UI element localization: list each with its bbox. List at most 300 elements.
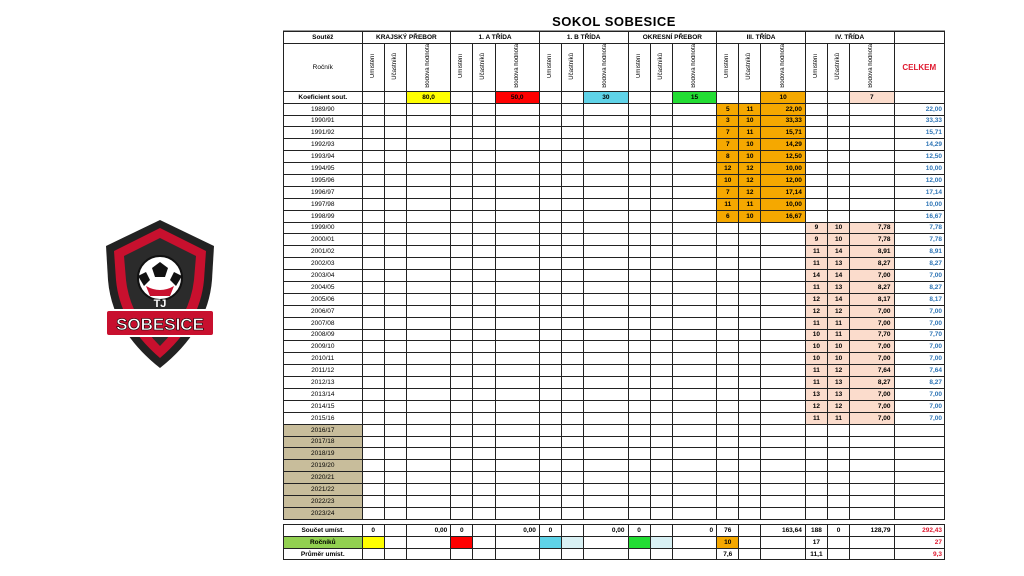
coef-empty xyxy=(650,91,672,103)
empty-cell xyxy=(739,448,761,460)
participants: 11 xyxy=(828,412,850,424)
empty-cell xyxy=(850,448,894,460)
empty-cell xyxy=(384,400,406,412)
empty-cell xyxy=(672,412,716,424)
coef-value: 7 xyxy=(850,91,894,103)
placement: 10 xyxy=(717,174,739,186)
point-value: 8,91 xyxy=(850,246,894,258)
placement: 9 xyxy=(805,222,827,234)
empty-cell xyxy=(362,472,384,484)
season-label: 2010/11 xyxy=(284,353,363,365)
empty-cell xyxy=(672,317,716,329)
empty-cell xyxy=(473,234,495,246)
empty-cell xyxy=(384,281,406,293)
empty-cell xyxy=(562,472,584,484)
empty-cell xyxy=(451,163,473,175)
empty-cell xyxy=(384,472,406,484)
empty-cell xyxy=(672,365,716,377)
empty-cell xyxy=(828,103,850,115)
participants: 13 xyxy=(828,377,850,389)
row-total: 16,67 xyxy=(894,210,945,222)
empty-cell xyxy=(805,198,827,210)
empty-cell xyxy=(739,305,761,317)
empty-cell xyxy=(584,234,628,246)
empty-cell xyxy=(362,496,384,508)
row-total xyxy=(894,436,945,448)
empty-cell xyxy=(406,507,450,519)
row-total: 7,00 xyxy=(894,305,945,317)
point-value: 7,00 xyxy=(850,317,894,329)
empty-cell xyxy=(628,281,650,293)
point-value: 7,78 xyxy=(850,234,894,246)
participants: 10 xyxy=(739,151,761,163)
participants: 12 xyxy=(828,365,850,377)
coef-empty xyxy=(562,91,584,103)
point-value: 7,00 xyxy=(850,270,894,282)
subcol-label: Účastníků xyxy=(391,52,398,80)
point-value: 7,64 xyxy=(850,365,894,377)
empty-cell xyxy=(584,127,628,139)
empty-cell xyxy=(650,163,672,175)
empty-cell xyxy=(406,424,450,436)
seasons-count-label: Ročníků xyxy=(284,536,363,548)
seasons-count xyxy=(362,536,384,548)
empty-cell xyxy=(473,305,495,317)
empty-cell xyxy=(473,174,495,186)
empty-cell xyxy=(584,388,628,400)
empty-cell xyxy=(761,293,805,305)
empty-cell xyxy=(805,186,827,198)
empty-cell xyxy=(562,365,584,377)
subcol-header xyxy=(828,44,850,92)
sum-row xyxy=(284,524,945,536)
empty-cell xyxy=(761,448,805,460)
empty-cell xyxy=(584,317,628,329)
empty-cell xyxy=(672,496,716,508)
empty-cell xyxy=(362,186,384,198)
season-row xyxy=(284,317,945,329)
season-row xyxy=(284,151,945,163)
empty-cell xyxy=(650,448,672,460)
point-value: 7,70 xyxy=(850,329,894,341)
empty-cell xyxy=(495,103,539,115)
season-row xyxy=(284,222,945,234)
empty-cell xyxy=(451,507,473,519)
empty-cell xyxy=(384,293,406,305)
empty-cell xyxy=(473,412,495,424)
empty-cell xyxy=(539,412,561,424)
empty-cell xyxy=(495,460,539,472)
empty-cell xyxy=(850,115,894,127)
empty-cell xyxy=(495,436,539,448)
empty-cell xyxy=(672,186,716,198)
comp-okresni: OKRESNÍ PŘEBOR xyxy=(628,32,717,44)
empty-cell xyxy=(562,270,584,282)
empty-cell xyxy=(495,258,539,270)
empty-cell xyxy=(628,460,650,472)
empty-cell xyxy=(451,151,473,163)
empty-cell xyxy=(495,151,539,163)
empty-cell xyxy=(473,115,495,127)
coef-label: Koeficient sout. xyxy=(284,91,363,103)
subcol-header xyxy=(672,44,716,92)
empty-cell xyxy=(584,281,628,293)
season-label: 2016/17 xyxy=(284,424,363,436)
subcol-label: Umístění xyxy=(635,53,642,78)
empty-cell xyxy=(539,258,561,270)
season-label: 2023/24 xyxy=(284,507,363,519)
empty-cell xyxy=(672,198,716,210)
empty-cell xyxy=(584,472,628,484)
season-label: 2009/10 xyxy=(284,341,363,353)
empty-cell xyxy=(384,353,406,365)
empty-cell xyxy=(628,341,650,353)
average-total: 9,3 xyxy=(894,548,945,560)
subcolumn-header-row xyxy=(284,44,945,92)
sum-placement: 0 xyxy=(362,524,384,536)
season-label: 2005/06 xyxy=(284,293,363,305)
empty-cell xyxy=(672,377,716,389)
empty-cell xyxy=(473,270,495,282)
empty-cell xyxy=(451,234,473,246)
empty-cell xyxy=(362,115,384,127)
empty-cell xyxy=(628,163,650,175)
empty-cell xyxy=(406,388,450,400)
empty-cell xyxy=(473,448,495,460)
empty-cell xyxy=(362,163,384,175)
empty-cell xyxy=(761,460,805,472)
placement: 10 xyxy=(805,353,827,365)
empty-cell xyxy=(828,139,850,151)
empty-cell xyxy=(406,103,450,115)
empty-cell xyxy=(562,198,584,210)
seasons-count: 17 xyxy=(805,536,827,548)
empty-cell xyxy=(562,281,584,293)
empty-cell xyxy=(539,234,561,246)
empty-cell xyxy=(473,472,495,484)
season-row xyxy=(284,377,945,389)
row-total: 7,00 xyxy=(894,341,945,353)
empty-cell xyxy=(362,317,384,329)
row-total xyxy=(894,424,945,436)
empty-cell xyxy=(805,115,827,127)
participants: 12 xyxy=(828,305,850,317)
empty-cell xyxy=(672,258,716,270)
season-row xyxy=(284,400,945,412)
empty-cell xyxy=(584,115,628,127)
season-row xyxy=(284,258,945,270)
coef-value: 50,0 xyxy=(495,91,539,103)
empty-cell xyxy=(406,222,450,234)
comp-iv: IV. TŘÍDA xyxy=(805,32,894,44)
subcol-header xyxy=(739,44,761,92)
empty-cell xyxy=(539,448,561,460)
empty-cell xyxy=(451,400,473,412)
empty-cell xyxy=(828,151,850,163)
participants: 13 xyxy=(828,258,850,270)
point-value: 8,27 xyxy=(850,281,894,293)
empty-cell xyxy=(384,365,406,377)
row-total: 22,00 xyxy=(894,103,945,115)
row-total: 7,00 xyxy=(894,388,945,400)
empty-cell xyxy=(384,448,406,460)
sheet-title: SOKOL SOBESICE xyxy=(283,14,945,31)
empty-cell xyxy=(562,163,584,175)
empty-cell xyxy=(562,186,584,198)
empty-cell xyxy=(451,377,473,389)
subcol-header xyxy=(650,44,672,92)
row-total xyxy=(894,460,945,472)
empty-cell xyxy=(761,484,805,496)
empty-cell xyxy=(473,186,495,198)
empty-cell xyxy=(828,496,850,508)
empty-cell xyxy=(539,424,561,436)
row-total: 8,27 xyxy=(894,281,945,293)
empty-cell xyxy=(628,507,650,519)
participants: 10 xyxy=(739,210,761,222)
empty-cell xyxy=(473,377,495,389)
placement: 12 xyxy=(717,163,739,175)
sum-participants: 0 xyxy=(828,524,850,536)
empty-cell xyxy=(739,484,761,496)
empty-cell xyxy=(805,472,827,484)
empty-cell xyxy=(362,412,384,424)
participants: 12 xyxy=(739,186,761,198)
participants: 11 xyxy=(828,317,850,329)
empty-cell xyxy=(384,270,406,282)
sum-participants xyxy=(384,524,406,536)
logo-name: SOBESICE xyxy=(116,315,204,334)
empty-cell xyxy=(650,234,672,246)
empty-cell xyxy=(406,365,450,377)
empty-cell xyxy=(473,329,495,341)
empty-cell xyxy=(539,353,561,365)
subcol-label: Umístění xyxy=(812,53,819,78)
point-value: 7,00 xyxy=(850,400,894,412)
empty-cell xyxy=(761,424,805,436)
season-row xyxy=(284,139,945,151)
subcol-label: Bodová hodnota xyxy=(602,44,609,88)
empty-cell xyxy=(650,365,672,377)
empty-cell xyxy=(539,139,561,151)
empty-cell xyxy=(805,151,827,163)
empty-cell xyxy=(739,293,761,305)
row-total: 15,71 xyxy=(894,127,945,139)
empty-cell xyxy=(584,329,628,341)
empty-cell xyxy=(650,424,672,436)
empty-cell xyxy=(672,127,716,139)
empty-cell xyxy=(495,424,539,436)
empty-cell xyxy=(495,353,539,365)
season-label: 2001/02 xyxy=(284,246,363,258)
empty-cell xyxy=(406,329,450,341)
empty-cell xyxy=(628,258,650,270)
empty-cell xyxy=(850,127,894,139)
point-value: 16,67 xyxy=(761,210,805,222)
empty-cell xyxy=(562,293,584,305)
empty-cell xyxy=(451,174,473,186)
empty-cell xyxy=(828,536,850,548)
club-logo xyxy=(100,218,220,370)
empty-cell xyxy=(850,548,894,560)
season-row xyxy=(284,174,945,186)
empty-cell xyxy=(650,507,672,519)
empty-cell xyxy=(384,460,406,472)
empty-cell xyxy=(628,496,650,508)
empty-cell xyxy=(628,186,650,198)
empty-cell xyxy=(650,293,672,305)
empty-cell xyxy=(384,484,406,496)
empty-cell xyxy=(451,472,473,484)
empty-cell xyxy=(850,198,894,210)
empty-cell xyxy=(717,377,739,389)
empty-cell xyxy=(362,448,384,460)
empty-cell xyxy=(539,484,561,496)
empty-cell xyxy=(761,281,805,293)
empty-cell xyxy=(650,329,672,341)
empty-cell xyxy=(362,103,384,115)
empty-cell xyxy=(362,281,384,293)
sum-participants xyxy=(562,524,584,536)
season-label: 2002/03 xyxy=(284,258,363,270)
empty-cell xyxy=(362,353,384,365)
empty-cell xyxy=(584,198,628,210)
sum-participants xyxy=(473,524,495,536)
empty-cell xyxy=(362,174,384,186)
empty-cell xyxy=(650,151,672,163)
empty-cell xyxy=(495,270,539,282)
empty-cell xyxy=(495,174,539,186)
empty-cell xyxy=(562,388,584,400)
empty-cell xyxy=(650,388,672,400)
empty-cell xyxy=(473,436,495,448)
empty-cell xyxy=(584,536,628,548)
empty-cell xyxy=(628,139,650,151)
coef-empty xyxy=(539,91,561,103)
empty-cell xyxy=(672,234,716,246)
empty-cell xyxy=(739,258,761,270)
empty-cell xyxy=(850,472,894,484)
empty-cell xyxy=(672,353,716,365)
empty-cell xyxy=(672,246,716,258)
placement: 9 xyxy=(805,234,827,246)
empty-cell xyxy=(562,341,584,353)
point-value: 7,78 xyxy=(850,222,894,234)
empty-cell xyxy=(451,258,473,270)
empty-cell xyxy=(539,115,561,127)
season-label: 2003/04 xyxy=(284,270,363,282)
empty-cell xyxy=(539,472,561,484)
empty-cell xyxy=(473,246,495,258)
empty-cell xyxy=(495,281,539,293)
coef-total-empty xyxy=(894,91,945,103)
empty-cell xyxy=(650,548,672,560)
empty-cell xyxy=(473,424,495,436)
empty-cell xyxy=(473,103,495,115)
season-label: 2022/23 xyxy=(284,496,363,508)
empty-cell xyxy=(406,400,450,412)
sum-placement: 0 xyxy=(628,524,650,536)
empty-cell xyxy=(717,222,739,234)
empty-cell xyxy=(761,317,805,329)
average-placement xyxy=(362,548,384,560)
empty-cell xyxy=(495,210,539,222)
empty-cell xyxy=(384,198,406,210)
empty-cell xyxy=(628,412,650,424)
empty-cell xyxy=(628,317,650,329)
empty-cell xyxy=(672,448,716,460)
empty-cell xyxy=(739,377,761,389)
empty-cell xyxy=(495,127,539,139)
point-value: 8,17 xyxy=(850,293,894,305)
empty-cell xyxy=(473,548,495,560)
empty-cell xyxy=(495,139,539,151)
empty-cell xyxy=(739,353,761,365)
empty-cell xyxy=(362,293,384,305)
empty-cell xyxy=(584,163,628,175)
empty-cell xyxy=(362,270,384,282)
average-placement: 7,6 xyxy=(717,548,739,560)
season-row xyxy=(284,341,945,353)
subcol-header xyxy=(495,44,539,92)
empty-cell xyxy=(650,317,672,329)
empty-cell xyxy=(850,507,894,519)
empty-cell xyxy=(562,412,584,424)
empty-cell xyxy=(539,317,561,329)
point-value: 7,00 xyxy=(850,388,894,400)
placement: 11 xyxy=(805,246,827,258)
empty-cell xyxy=(384,496,406,508)
season-row xyxy=(284,246,945,258)
subcol-label: Umístění xyxy=(546,53,553,78)
empty-cell xyxy=(495,484,539,496)
season-label: 2013/14 xyxy=(284,388,363,400)
empty-cell xyxy=(562,460,584,472)
empty-cell xyxy=(650,484,672,496)
season-label: 2021/22 xyxy=(284,484,363,496)
empty-cell xyxy=(539,246,561,258)
empty-cell xyxy=(628,127,650,139)
empty-cell xyxy=(805,139,827,151)
empty-cell xyxy=(739,281,761,293)
empty-cell xyxy=(539,210,561,222)
empty-cell xyxy=(362,484,384,496)
empty-cell xyxy=(406,472,450,484)
empty-cell xyxy=(562,317,584,329)
empty-cell xyxy=(473,210,495,222)
coef-empty xyxy=(739,91,761,103)
empty-cell xyxy=(628,270,650,282)
empty-cell xyxy=(384,412,406,424)
empty-cell xyxy=(650,174,672,186)
season-row xyxy=(284,186,945,198)
empty-cell xyxy=(451,484,473,496)
point-value: 12,50 xyxy=(761,151,805,163)
season-label: 2020/21 xyxy=(284,472,363,484)
empty-cell xyxy=(362,424,384,436)
empty-cell xyxy=(584,460,628,472)
empty-cell xyxy=(539,305,561,317)
empty-cell xyxy=(761,305,805,317)
empty-cell xyxy=(495,293,539,305)
empty-cell xyxy=(451,270,473,282)
empty-cell xyxy=(406,163,450,175)
empty-cell xyxy=(473,353,495,365)
placement: 5 xyxy=(717,103,739,115)
empty-cell xyxy=(650,198,672,210)
season-row xyxy=(284,388,945,400)
empty-cell xyxy=(828,436,850,448)
